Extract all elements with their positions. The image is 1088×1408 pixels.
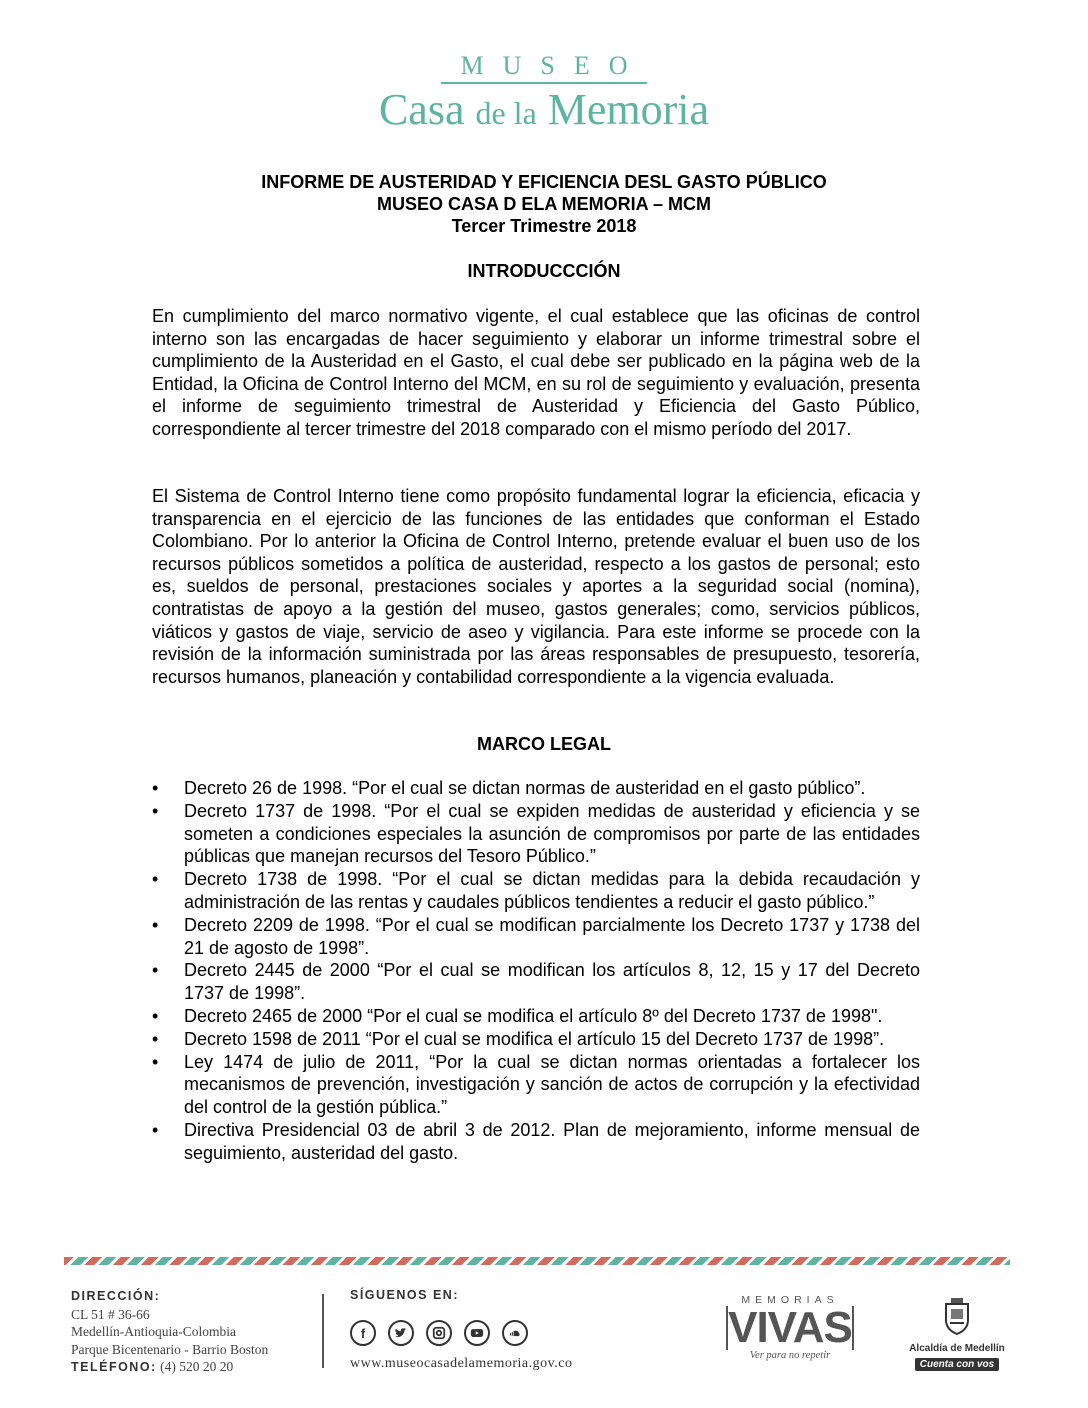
list-item-text: Decreto 1738 de 1998. “Por el cual se dictan medidas para la debida recaudación y administración de las rentas y caudales públicos tendientes a reducir el gasto público.” — [184, 869, 920, 912]
list-item — [152, 800, 920, 868]
social-icons — [350, 1320, 572, 1346]
vivas-text: VIVAS — [726, 1306, 854, 1350]
title-line-2: MUSEO CASA D ELA MEMORIA – MCM — [376, 194, 711, 214]
soundcloud-icon[interactable] — [502, 1320, 528, 1346]
logo-museo-text: MUSEO — [441, 52, 646, 84]
phone-number: (4) 520 20 20 — [160, 1359, 234, 1374]
legal-list — [152, 777, 920, 1165]
list-item — [152, 777, 920, 800]
logo-word-casa: Casa — [378, 85, 465, 134]
document-title — [0, 171, 1088, 237]
logo-main-text — [0, 85, 1088, 135]
bullet: • — [152, 869, 159, 890]
bullet: • — [152, 914, 159, 935]
title-line-3: Tercer Trimestre 2018 — [451, 216, 637, 236]
address-line: Medellín-Antioquia-Colombia — [71, 1324, 236, 1339]
bullet: • — [152, 1028, 159, 1049]
list-item-text: Decreto 1737 de 1998. “Por el cual se expiden medidas de austeridad y eficiencia y se someten a condiciones especiales la asunción de compromisos por parte de las entidades públicas que manejan recursos del Tesoro Público.” — [184, 800, 920, 867]
bullet: • — [152, 1005, 159, 1026]
list-item-text: Decreto 2465 de 2000 “Por el cual se modifica el artículo 8º del Decreto 1737 de 1998". — [184, 1005, 883, 1026]
alcaldia-logo — [902, 1296, 1012, 1372]
address-line: CL 51 # 36-66 — [71, 1306, 150, 1322]
museum-logo — [0, 52, 1088, 135]
address-label: DIRECCIÓN: — [71, 1289, 161, 1303]
list-item-text: Decreto 2209 de 1998. “Por el cual se modifican parcialmente los Decreto 1737 y 1738 del 21 de agosto de 1998”. — [184, 914, 920, 958]
bullet: • — [152, 1119, 159, 1140]
follow-label: SÍGUENOS EN: — [350, 1288, 459, 1302]
list-item — [152, 1119, 920, 1165]
phone-label: TELÉFONO: — [71, 1360, 157, 1374]
youtube-icon[interactable] — [464, 1320, 490, 1346]
instagram-icon[interactable] — [426, 1320, 452, 1346]
intro-heading: INTRODUCCCIÓN — [467, 261, 621, 281]
footer-divider — [322, 1294, 324, 1368]
logo-word-memoria: Memoria — [547, 85, 710, 134]
phone-line — [71, 1358, 268, 1377]
twitter-icon[interactable] — [388, 1320, 414, 1346]
memorias-text: MEMORIAS — [741, 1294, 839, 1306]
bullet: • — [152, 1051, 159, 1072]
footer-address — [71, 1288, 268, 1377]
intro-paragraph-1: En cumplimiento del marco normativo vigente, el cual establece que las oficinas de control interno son las encargadas de hacer seguimiento y elaborar un informe trimestral sobre el cumplimiento de la Austeridad en el Gasto, el cual debe ser publicado en la página web de la Entidad, la Oficina de Control Interno del MCM, en su rol de seguimiento y evaluación, presenta el informe de seguimiento trimestral de Austeridad y Eficiencia del Gasto Público, correspondiente al tercer trimestre del 2018 comparado con el mismo período del 2017. — [152, 306, 920, 439]
decorative-stripe — [64, 1257, 1010, 1265]
list-item-text: Decreto 1598 de 2011 “Por el cual se modifica el artículo 15 del Decreto 1737 de 1998”. — [184, 1028, 885, 1049]
list-item-text: Ley 1474 de julio de 2011, “Por la cual se dictan normas orientadas a fortalecer los mecanismos de prevención, investigación y sanción de actos de corrupción y la efectividad del control de la gestión pública.” — [184, 1051, 920, 1118]
list-item — [152, 868, 920, 914]
bullet: • — [152, 960, 159, 981]
bullet: • — [152, 800, 159, 821]
intro-paragraph-2: El Sistema de Control Interno tiene como propósito fundamental lograr la eficiencia, eficacia y transparencia en el ejercicio de las funciones de las entidades que conforman el Estado Colombiano. Por lo anterior la Oficina de Control Interno, pretende evaluar el buen uso de los recursos públicos sometidos a política de austeridad, respecto a los gastos de personal; esto es, sueldos de personal, prestaciones sociales y aportes a la seguridad social (nomina), contratistas de apoyo a la gestión del museo, gastos generales; como, servicios públicos, viáticos y gastos de viaje, servicio de aseo y vigilancia. Para este informe se procede con la revisión de la información suministrada por las áreas responsables de presupuesto, tesorería, recursos humanos, planeación y contabilidad correspondiente a la vigencia evaluada. — [152, 486, 920, 687]
logo-word-dela: de la — [475, 95, 537, 131]
list-item — [152, 914, 920, 960]
coat-of-arms-icon — [942, 1296, 972, 1336]
legal-heading: MARCO LEGAL — [477, 734, 611, 754]
bullet: • — [152, 778, 159, 798]
website-link[interactable]: www.museocasadelamemoria.gov.co — [350, 1356, 573, 1371]
list-item-text: Decreto 2445 de 2000 “Por el cual se modifican los artículos 8, 12, 15 y 17 del Decreto 1737 de 1998”. — [184, 960, 920, 1004]
social-section — [350, 1288, 572, 1372]
list-item — [152, 1028, 920, 1051]
address-line: Parque Bicentenario - Barrio Boston — [71, 1341, 269, 1357]
title-line-1: INFORME DE AUSTERIDAD Y EFICIENCIA DESL GASTO PÚBLICO — [261, 172, 827, 192]
page-footer — [0, 1288, 1088, 1388]
list-item — [152, 1005, 920, 1028]
vivas-tagline: Ver para no repetir — [749, 1350, 831, 1361]
memorias-vivas-logo — [726, 1294, 854, 1362]
list-item-text: Decreto 26 de 1998. “Por el cual se dictan normas de austeridad en el gasto público”. — [184, 778, 866, 798]
list-item — [152, 959, 920, 1005]
list-item — [152, 1051, 920, 1119]
alcaldia-slogan: Cuenta con vos — [915, 1358, 999, 1371]
list-item-text: Directiva Presidencial 03 de abril 3 de 2012. Plan de mejoramiento, informe mensual de seguimiento, austeridad del gasto. — [184, 1119, 920, 1163]
facebook-icon[interactable]: f — [350, 1320, 376, 1346]
alcaldia-name: Alcaldía de Medellín — [909, 1343, 1005, 1354]
